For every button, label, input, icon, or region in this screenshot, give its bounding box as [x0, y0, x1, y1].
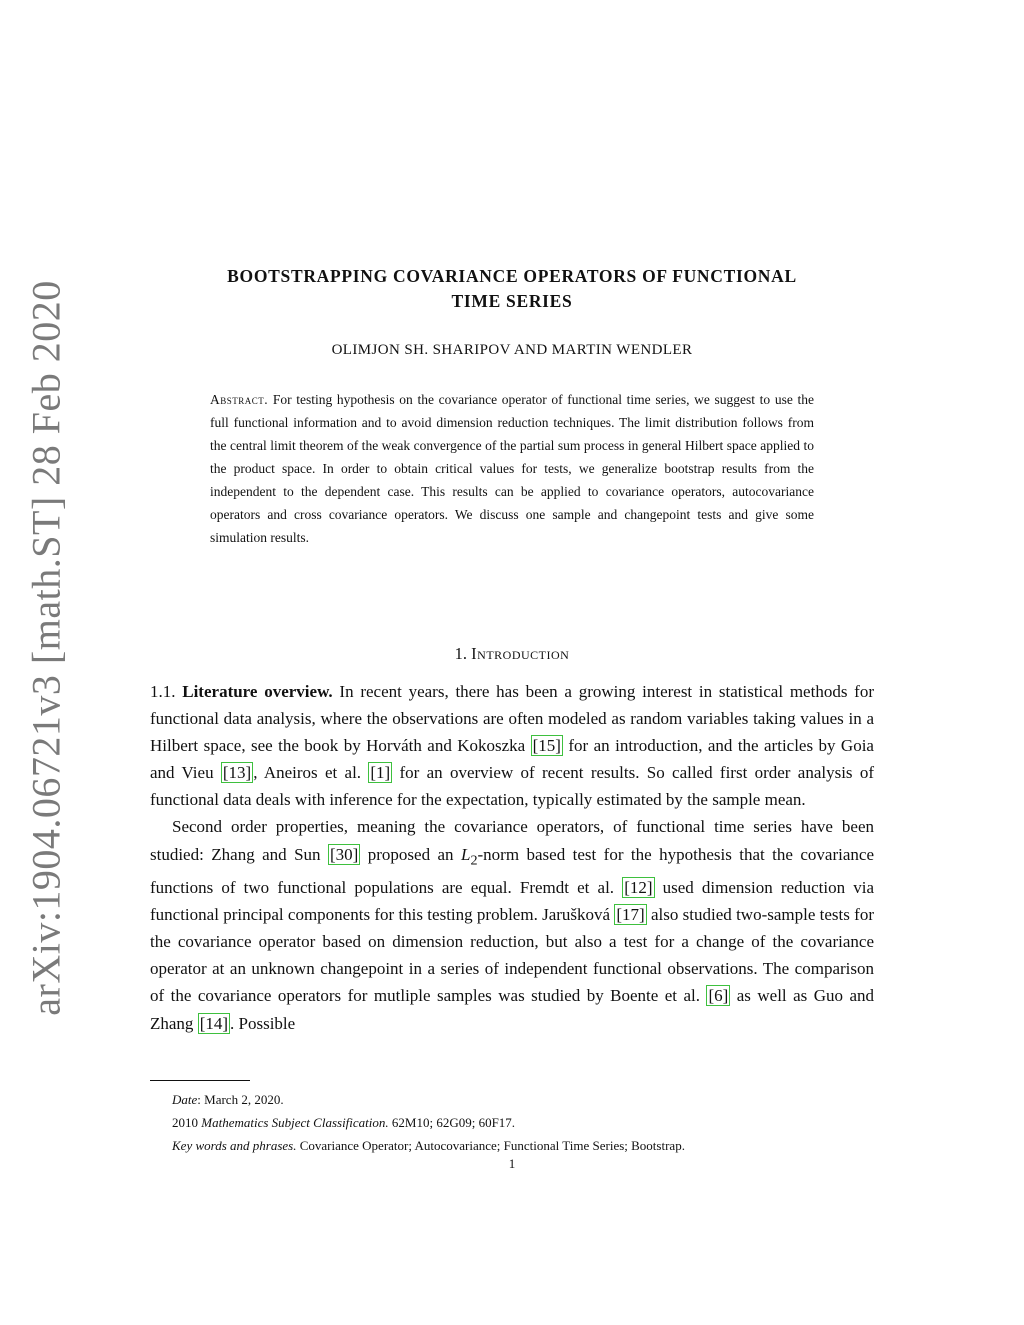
- paragraph-text: -norm based test for the hypothesis that the covariance functions of two functional populations are equal. Fremdt et al.: [150, 844, 874, 898]
- footnote-divider: [150, 1080, 250, 1081]
- footnotes: [150, 1088, 874, 1157]
- paragraph-text: also studied two-sample tests for the covariance operator based on dimension reduction, but also a test for a change of the covariance operator at an unknown changepoint in a series of independent functional observations. The comparison of the covariance operators for mutliple samples was studied by Boente et al.: [150, 905, 874, 1006]
- paragraph-text: as well as Guo and Zhang: [150, 986, 874, 1033]
- arxiv-identifier: [23, 280, 69, 1016]
- footnote-keywords: [150, 1134, 874, 1157]
- page-number: 1: [508, 1156, 516, 1171]
- abstract-label: Abstract.: [210, 392, 269, 407]
- footnote-msc-label: Mathematics Subject Classification.: [201, 1115, 389, 1130]
- subsection-title: Literature overview.: [182, 682, 333, 701]
- citation-link[interactable]: [12]: [624, 878, 653, 898]
- citation-link[interactable]: [15]: [532, 736, 561, 756]
- paragraph-text: for an introduction, and the articles by Goia and Vieu: [150, 736, 874, 783]
- paragraph-text: . Possible: [230, 1013, 296, 1033]
- footnote-msc: [150, 1111, 874, 1134]
- subsection-number: 1.1.: [150, 682, 176, 701]
- footnote-msc-value: 62M10; 62G09; 60F17.: [388, 1115, 516, 1130]
- paragraph-second-order: [150, 813, 874, 1036]
- footnote-date-value: : March 2, 2020.: [197, 1092, 284, 1107]
- paper-title-line-2: TIME SERIES: [451, 291, 573, 311]
- citation-link[interactable]: [6]: [708, 986, 729, 1006]
- section-heading: [150, 644, 874, 664]
- body-text: [150, 678, 874, 1037]
- citation-link[interactable]: [13]: [222, 763, 252, 783]
- footnote-date-label: Date: [172, 1092, 198, 1107]
- section-title: Introduction: [471, 644, 570, 663]
- paragraph-literature-overview: [150, 678, 874, 813]
- abstract: [210, 388, 814, 549]
- citation-link[interactable]: [30]: [329, 844, 359, 864]
- footnote-keywords-value: Covariance Operator; Autocovariance; Functional Time Series; Bootstrap.: [296, 1138, 685, 1153]
- footnote-msc-prefix: 2010: [172, 1115, 202, 1130]
- abstract-text: For testing hypothesis on the covariance operator of functional time series, we suggest to use the full functional information and to avoid dimension reduction techniques. The limit distribution follows from the central limit theorem of the weak convergence of the partial sum process in general Hilbert space applied to the product space. In order to obtain critical values for tests, we generalize bootstrap results from the independent to the dependent case. This results can be applied to covariance operators, autocovariance operators and cross covariance operators. We discuss one sample and changepoint tests and give some simulation results.: [210, 392, 814, 545]
- citation-link[interactable]: [1]: [370, 763, 391, 783]
- math-symbol: L: [460, 844, 471, 864]
- footnote-date: [150, 1088, 874, 1111]
- paragraph-text: proposed an: [360, 844, 461, 864]
- paragraph-text: Second order properties, meaning the covariance operators, of functional time series have been studied: Zhang and Sun: [150, 817, 874, 864]
- section-number: 1.: [454, 644, 468, 663]
- math-subscript: 2: [470, 851, 478, 868]
- arxiv-identifier-text: arXiv:1904.06721v3 [math.ST] 28 Feb 2020: [23, 280, 69, 1016]
- paragraph-text: In recent years, there has been a growing interest in statistical methods for functional data analysis, where the observations are often modeled as random variables taking values in a Hilbert space, see the book by Horváth and Kokoszka: [150, 682, 874, 756]
- paragraph-text: used dimension reduction via functional principal components for this testing problem. Jarušková: [150, 878, 874, 925]
- paper-title-line-1: BOOTSTRAPPING COVARIANCE OPERATORS OF FUNCTIONAL: [227, 266, 797, 286]
- paper-title: [150, 264, 874, 314]
- footnote-keywords-label: Key words and phrases.: [172, 1138, 297, 1153]
- paper-authors: OLIMJON SH. SHARIPOV AND MARTIN WENDLER: [331, 342, 693, 358]
- citation-link[interactable]: [14]: [199, 1013, 229, 1033]
- paragraph-text: , Aneiros et al.: [253, 763, 369, 783]
- citation-link[interactable]: [17]: [616, 905, 645, 925]
- paragraph-text: for an overview of recent results. So called first order analysis of functional data deals with inference for the expectation, typically estimated by the sample mean.: [150, 763, 875, 810]
